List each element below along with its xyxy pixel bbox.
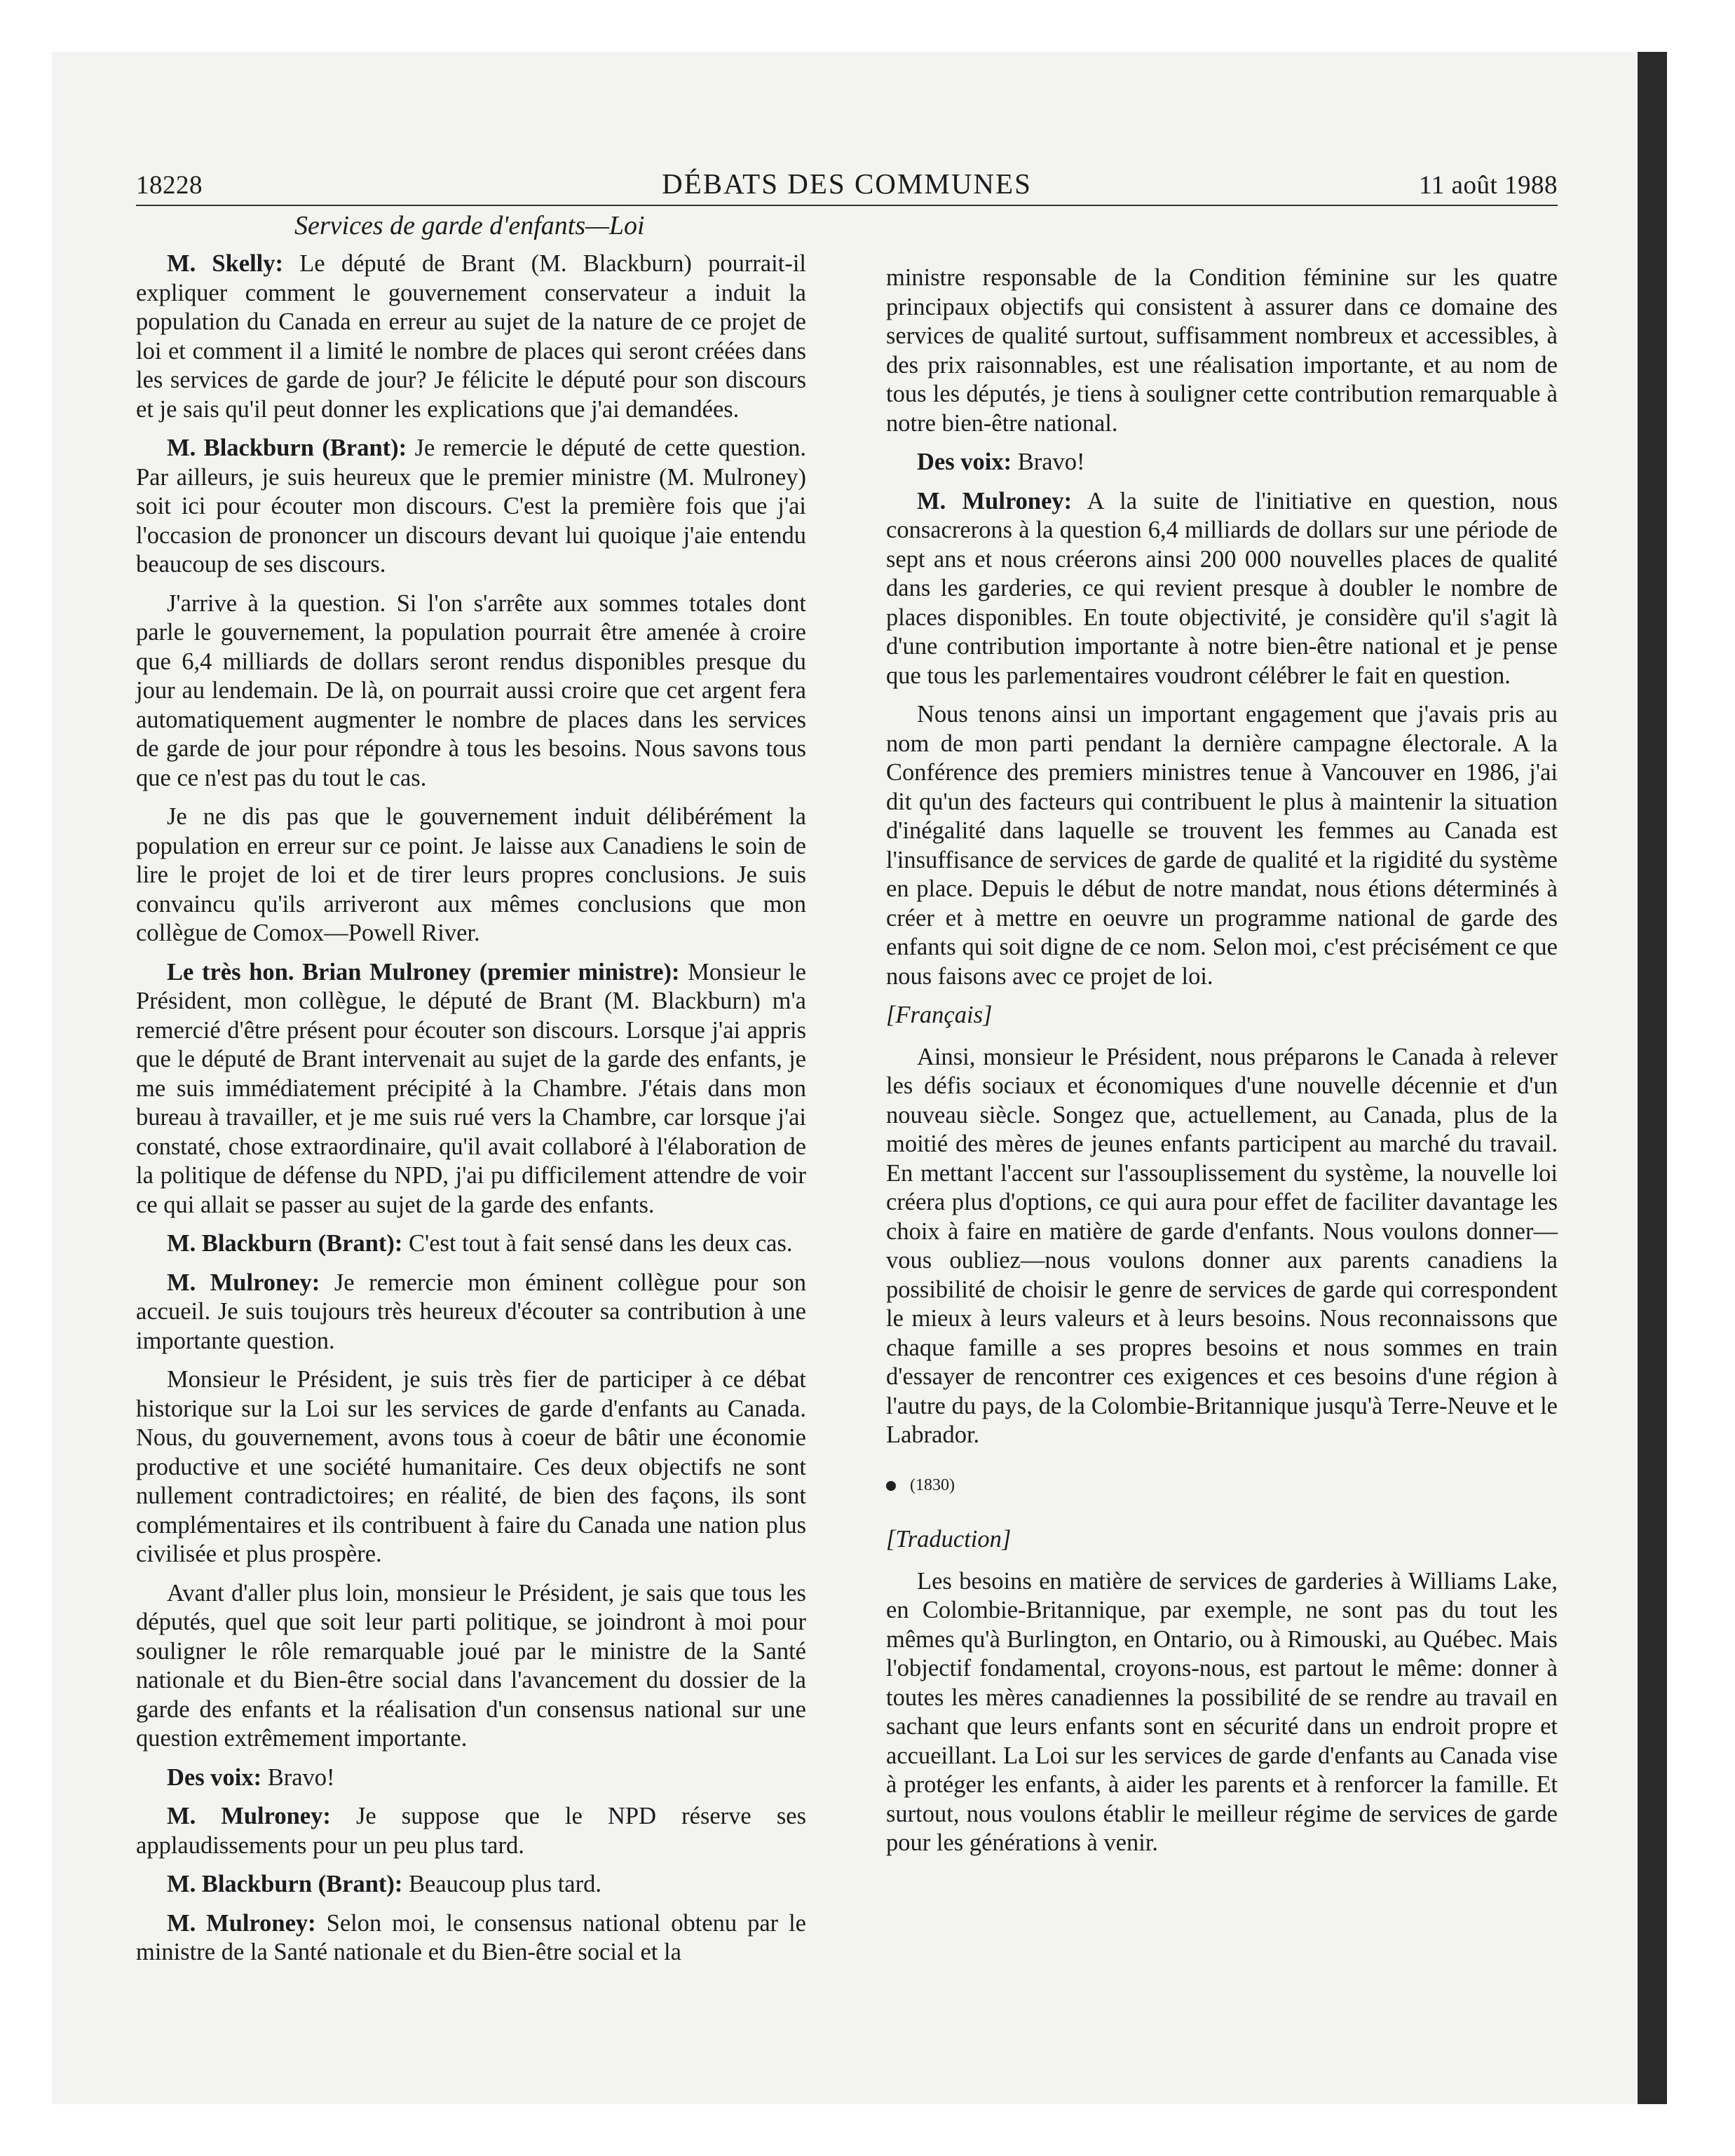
paragraph — [136, 1802, 806, 1860]
right-column — [886, 264, 1558, 1868]
speaker: Le très hon. Brian Mulroney (premier ministre): — [167, 958, 680, 985]
paragraph — [136, 1229, 806, 1259]
time-marker — [886, 1471, 1558, 1501]
paragraph — [136, 1763, 806, 1793]
speaker: M. Blackburn (Brant): — [167, 435, 407, 461]
paragraph: Ainsi, monsieur le Président, nous préparons le Canada à relever les défis sociaux et économiques d'une nouvelle décennie et d'un nouveau siècle. Songez que, actuellement, au Canada, plus de la moitié des mères de jeunes enfants participent au marché du travail. En mettant l'accent sur l'assouplissement du système, la nouvelle loi créera plus d'options, ce qui aura pour effet de faciliter davantage les choix à faire en matière de garde d'enfants. Nous voulons donner—vous oubliez—nous voulons donner aux parents canadiens la possibilité de choisir le genre de services de garde qui correspondent le mieux à leurs valeurs et à leurs besoins. Nous reconnaissons que chaque famille a ses propres besoins et nous sommes en train d'essayer de rencontrer ces exigences et ces besoins d'une région à l'autre du pays, de la Colombie-Britannique jusqu'à Terre-Neuve et le Labrador. — [886, 1043, 1558, 1448]
speaker: M. Mulroney: — [167, 1909, 316, 1937]
speech: Monsieur le Président, mon collègue, le député de Brant (M. Blackburn) m'a remercié d'être présent pour écouter son discours. Lorsque j'ai appris que le député de Brant intervenait au sujet de la garde des enfants, je me suis immédiatement précipité à la Chambre. J'étais dans mon bureau à travailler, et je me suis rué vers la Chambre, car lorsque j'ai constaté, chose extraordinaire, qu'il avait collaboré à l'élaboration de la politique de défense du NPD, j'ai pu difficilement attendre de voir ce qui allait se passer au sujet de la garde des enfants. — [136, 958, 806, 1218]
speech: Selon moi, le consensus national obtenu par le ministre de la Santé nationale et du Bien-être social et la — [136, 1909, 806, 1965]
speech: Je remercie mon éminent collègue pour son accueil. Je suis toujours très heureux d'écouter sa contribution à une importante question. — [136, 1269, 806, 1354]
paragraph — [136, 250, 806, 424]
paragraph — [136, 803, 806, 948]
language-marker: [Traduction] — [886, 1526, 1012, 1553]
page-number: 18228 — [136, 171, 203, 200]
speaker: Des voix: — [917, 449, 1012, 475]
speech: Beaucoup plus tard. — [402, 1871, 601, 1897]
speech: Le député de Brant (M. Blackburn) pourrait-il expliquer comment le gouvernement conservateur a induit la population du Canada en erreur au sujet de la nature de ce projet de loi et comment il a limité le nombre de places qui seront créées dans les services de garde de jour? Je félicite le député pour son discours et je sais qu'il peut donner les explications que j'ai demandées. — [136, 250, 806, 423]
paragraph — [886, 487, 1558, 691]
paragraph: Les besoins en matière de services de garderies à Williams Lake, en Colombie-Britannique, par exemple, ne sont pas du tout les mêmes qu'à Burlington, en Ontario, ou à Rimouski, au Québec. Mais l'objectif fondamental, croyons-nous, est partout le même: donner à toutes les mères canadiennes la possibilité de se rendre au travail en sachant que leurs enfants sont en sécurité dans un endroit propre et accueillant. La Loi sur les services de garde d'enfants au Canada vise à protéger les enfants, à aider les parents et à renforcer la famille. Et surtout, nous voulons établir le meilleur régime de services de garde pour les générations à venir. — [886, 1567, 1558, 1856]
speech: A la suite de l'initiative en question, nous consacrerons à la question 6,4 milliards de dollars sur une période de sept ans et nous créerons ainsi 200 000 nouvelles places de qualité dans les garderies, ce qui revient presque à doubler le nombre de places disponibles. En toute objectivité, je considère qu'il s'agit là d'une contribution importante à notre bien-être national et je pense que tous les parlementaires voudront célébrer le fait en question. — [886, 487, 1558, 689]
speaker: M. Blackburn (Brant): — [167, 1871, 403, 1897]
issue-date: 11 août 1988 — [1419, 171, 1558, 200]
bullet-icon — [886, 1481, 896, 1491]
paragraph — [136, 1579, 806, 1754]
speech: Bravo! — [1012, 449, 1085, 475]
language-marker: [Français] — [886, 1002, 993, 1028]
time-label: (1830) — [910, 1475, 955, 1494]
paragraph — [136, 1269, 806, 1356]
speech: Je ne dis pas que le gouvernement induit délibérément la population en erreur sur ce point. Je laisse aux Canadiens le soin de lire le projet de loi et de tirer leurs propres conclusions. Je suis convaincu qu'ils arriveront aux mêmes conclusions que mon collègue de Comox—Powell River. — [136, 803, 806, 946]
speech: J'arrive à la question. Si l'on s'arrête aux sommes totales dont parle le gouvernement, la population pourrait être amenée à croire que 6,4 milliards de dollars seront rendus disponibles presque du jour au lendemain. De là, on pourrait aussi croire que cet argent fera automatiquement augmenter le nombre de places dans les services de garde de jour pour répondre à tous les besoins. Nous savons tous que ce n'est pas du tout le cas. — [136, 589, 806, 791]
speech: Monsieur le Président, je suis très fier de participer à ce débat historique sur la Loi sur les services de garde d'enfants au Canada. Nous, du gouvernement, avons tous à coeur de bâtir une économie productive et une société humanitaire. Ces deux objectifs ne sont nullement contradictoires; en réalité, de bien des façons, ils sont complémentaires et ils contribuent à faire du Canada une nation plus civilisée et plus prospère. — [136, 1366, 806, 1567]
paragraph — [136, 434, 806, 580]
paragraph — [136, 1365, 806, 1569]
speaker: M. Mulroney: — [167, 1269, 320, 1296]
paragraph — [136, 589, 806, 793]
left-column — [136, 250, 806, 1977]
speech: C'est tout à fait sensé dans les deux cas. — [402, 1230, 793, 1257]
scan-edge — [1638, 52, 1667, 2104]
speaker: M. Mulroney: — [917, 487, 1073, 514]
paragraph — [136, 1909, 806, 1967]
speaker: Des voix: — [167, 1763, 262, 1791]
speaker: M. Blackburn (Brant): — [167, 1230, 403, 1257]
paragraph — [136, 1870, 806, 1899]
speaker: M. Skelly: — [167, 250, 284, 277]
paragraph: ministre responsable de la Condition féminine sur les quatre principaux objectifs qui consistent à assurer dans ce domaine des services de qualité surtout, suffisamment nombreux et accessibles, à des prix raisonnables, est une réalisation importante, et au nom de tous les députés, je tiens à souligner cette contribution remarquable à notre bien-être national. — [886, 264, 1558, 437]
speech: Avant d'aller plus loin, monsieur le Président, je sais que tous les députés, quel que soit leur parti politique, se joindront à moi pour souligner le rôle remarquable joué par le ministre de la Santé nationale et du Bien-être social dans l'avancement du dossier de la garde des enfants et la réalisation d'un consensus national sur une question extrêmement importante. — [136, 1579, 806, 1752]
speaker: M. Mulroney: — [167, 1803, 331, 1829]
paragraph — [886, 448, 1558, 477]
paragraph — [136, 958, 806, 1220]
speech: Je suppose que le NPD réserve ses applaudissements pour un peu plus tard. — [136, 1803, 807, 1859]
page-header — [136, 163, 1558, 206]
speech: Je remercie le député de cette question. Par ailleurs, je suis heureux que le premier ministre (M. Mulroney) soit ici pour écouter mon discours. C'est la première fois que j'ai l'occasion de prononcer un discours devant lui quoique j'aie entendu beaucoup de ses discours. — [136, 435, 807, 578]
paragraph: Nous tenons ainsi un important engagement que j'avais pris au nom de mon parti pendant la dernière campagne électorale. A la Conférence des premiers ministres tenue à Vancouver en 1986, j'ai dit qu'un des facteurs qui contribuent le plus à maintenir la situation d'inégalité dans laquelle se trouvent les femmes au Canada est l'insuffisance de services de garde de qualité et la rigidité du système en place. Depuis le début de notre mandat, nous étions déterminés à créer et à mettre en oeuvre un programme national de garde des enfants qui soit digne de ce nom. Selon moi, c'est précisément ce que nous faisons avec ce projet de loi. — [886, 701, 1558, 990]
speech: Bravo! — [261, 1763, 335, 1791]
section-subhead: Services de garde d'enfants—Loi — [294, 211, 645, 240]
publication-title: DÉBATS DES COMMUNES — [662, 168, 1032, 200]
